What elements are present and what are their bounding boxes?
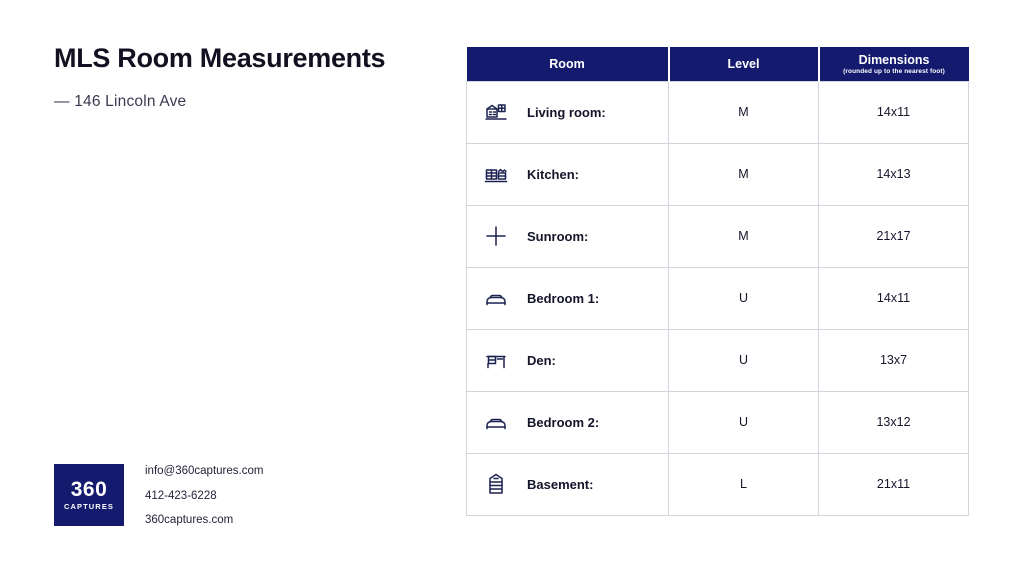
table-body bbox=[467, 81, 969, 515]
cell-dimensions bbox=[819, 329, 969, 391]
dimensions-value: 13x7 bbox=[879, 353, 908, 367]
page-title: MLS Room Measurements bbox=[54, 43, 386, 73]
cell-room bbox=[467, 329, 669, 391]
column-header-dimensions bbox=[819, 47, 969, 81]
contact-info bbox=[145, 464, 263, 527]
column-header-room-label: Room bbox=[549, 56, 585, 71]
table-row bbox=[467, 267, 969, 329]
dimensions-value: 14x13 bbox=[876, 167, 911, 181]
column-header-level bbox=[669, 47, 819, 81]
dimensions-value: 14x11 bbox=[876, 105, 911, 119]
cell-dimensions bbox=[819, 143, 969, 205]
cell-level bbox=[669, 81, 819, 143]
table-row bbox=[467, 205, 969, 267]
cell-room bbox=[467, 205, 669, 267]
room-label: Living room: bbox=[527, 104, 606, 120]
cell-level bbox=[669, 267, 819, 329]
table-header-row bbox=[467, 47, 969, 81]
level-value: U bbox=[738, 291, 749, 305]
desk-icon bbox=[483, 347, 509, 373]
kitchen-icon bbox=[483, 161, 509, 187]
bed-icon bbox=[483, 285, 509, 311]
dimensions-value: 21x11 bbox=[876, 477, 911, 491]
level-value: U bbox=[738, 415, 749, 429]
table-row bbox=[467, 329, 969, 391]
cell-level bbox=[669, 453, 819, 515]
column-header-level-label: Level bbox=[727, 56, 760, 71]
cell-level bbox=[669, 143, 819, 205]
column-header-room bbox=[467, 47, 669, 81]
table-header bbox=[467, 47, 969, 81]
level-value: L bbox=[740, 477, 747, 491]
measurements-table bbox=[466, 47, 969, 516]
logo bbox=[54, 464, 124, 526]
table-row bbox=[467, 143, 969, 205]
dimensions-value: 14x11 bbox=[876, 291, 911, 305]
contact-website: 360captures.com bbox=[145, 514, 234, 526]
level-value: M bbox=[738, 105, 749, 119]
room-label: Sunroom: bbox=[527, 228, 589, 244]
cell-level bbox=[669, 205, 819, 267]
bed-icon bbox=[483, 409, 509, 435]
sunroom-icon bbox=[483, 223, 509, 249]
level-value: M bbox=[738, 229, 749, 243]
column-header-dimensions-note: (rounded up to the nearest foot) bbox=[843, 67, 945, 75]
contact-email: info@360captures.com bbox=[145, 465, 264, 477]
contact-phone: 412-423-6228 bbox=[145, 489, 217, 502]
logo-main-text: 360 bbox=[70, 478, 108, 502]
measurements-table-container bbox=[466, 47, 968, 516]
dimensions-value: 13x12 bbox=[876, 415, 911, 429]
room-label: Den: bbox=[527, 352, 556, 368]
room-label: Bedroom 2: bbox=[527, 414, 600, 430]
cell-room bbox=[467, 453, 669, 515]
cell-room bbox=[467, 143, 669, 205]
header-block bbox=[54, 42, 434, 111]
table-row bbox=[467, 81, 969, 143]
room-label: Kitchen: bbox=[527, 166, 579, 182]
dimensions-value: 21x17 bbox=[876, 229, 911, 243]
cell-dimensions bbox=[819, 453, 969, 515]
cell-room bbox=[467, 81, 669, 143]
page-subtitle: — 146 Lincoln Ave bbox=[54, 93, 187, 111]
table-row bbox=[467, 453, 969, 515]
basement-icon bbox=[483, 471, 509, 497]
level-value: U bbox=[738, 353, 749, 367]
column-header-dimensions-label: Dimensions bbox=[858, 52, 930, 67]
cell-level bbox=[669, 329, 819, 391]
logo-sub-text: CAPTURES bbox=[63, 502, 115, 512]
room-label: Basement: bbox=[527, 476, 594, 492]
table-row bbox=[467, 391, 969, 453]
cell-dimensions bbox=[819, 391, 969, 453]
cell-dimensions bbox=[819, 205, 969, 267]
cell-room bbox=[467, 391, 669, 453]
brand-block bbox=[54, 464, 263, 527]
cell-level bbox=[669, 391, 819, 453]
room-label: Bedroom 1: bbox=[527, 290, 600, 306]
cell-dimensions bbox=[819, 81, 969, 143]
level-value: M bbox=[738, 167, 749, 181]
living-room-icon bbox=[483, 99, 509, 125]
cell-dimensions bbox=[819, 267, 969, 329]
cell-room bbox=[467, 267, 669, 329]
